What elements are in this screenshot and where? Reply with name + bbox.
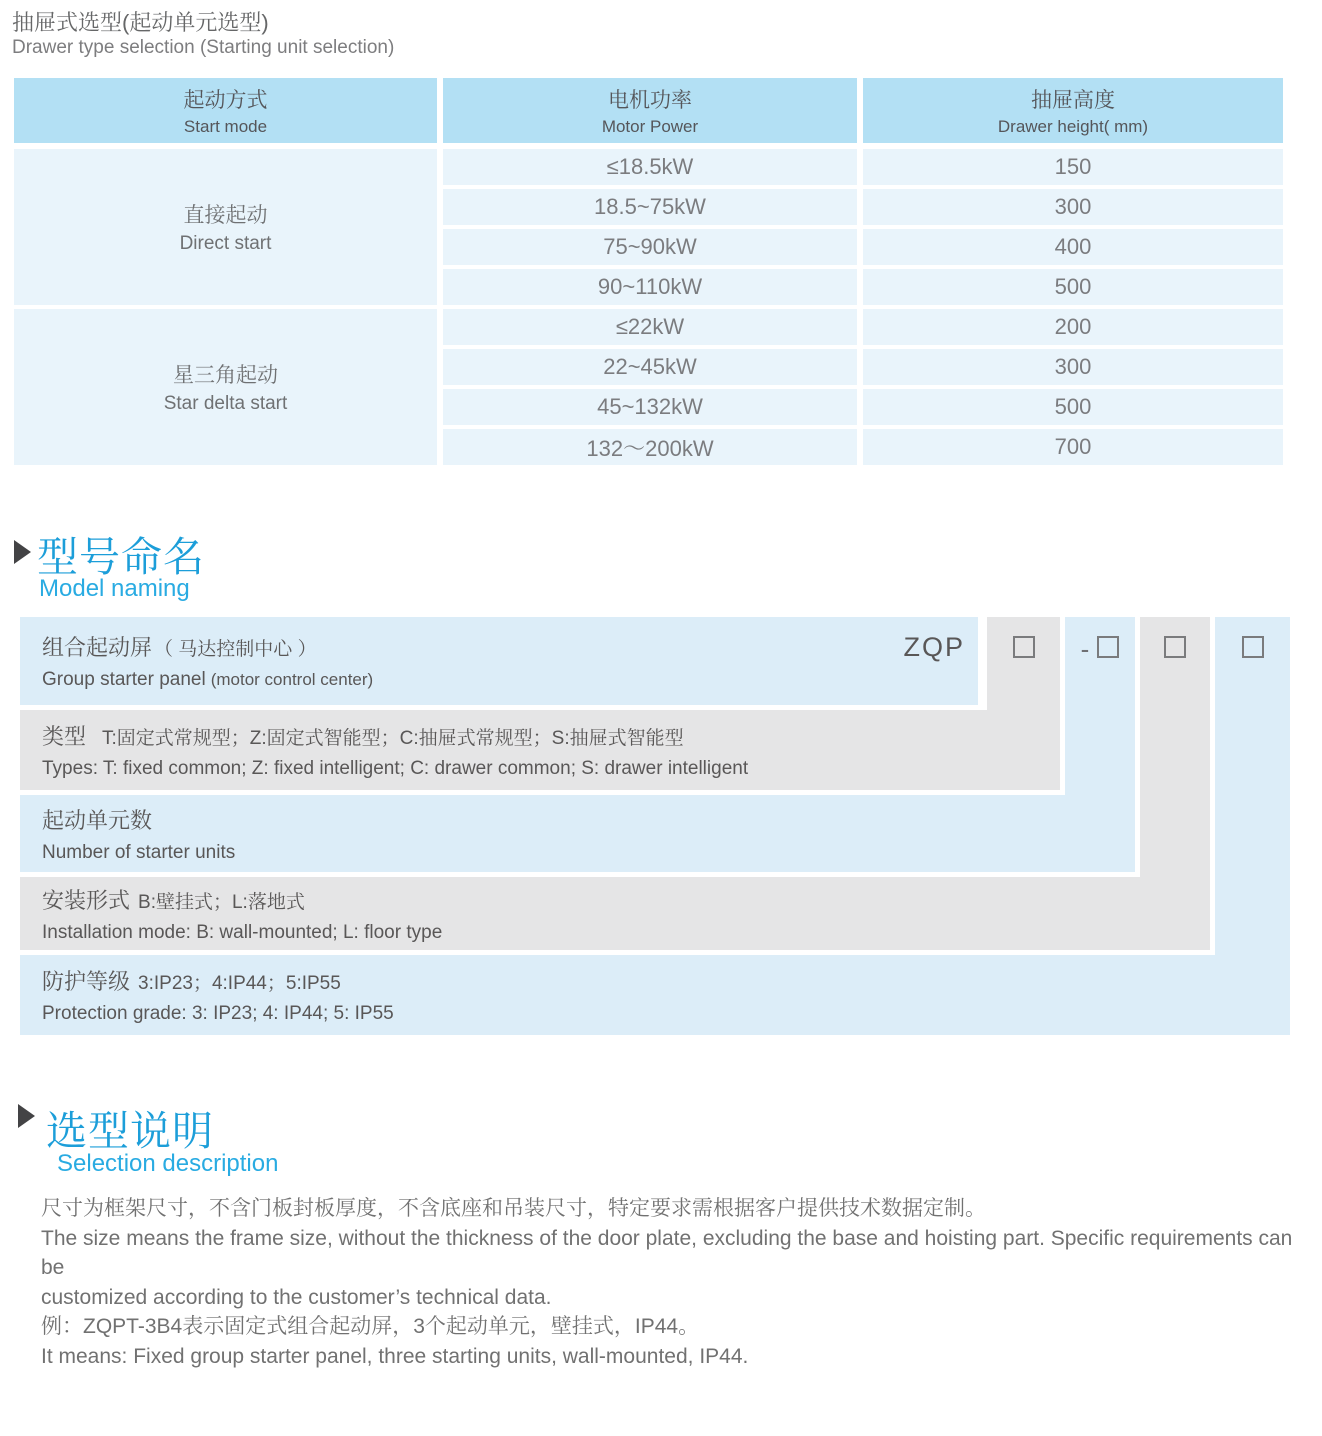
table-cell-height: 300 bbox=[863, 349, 1283, 385]
table-cell-height: 700 bbox=[863, 429, 1283, 465]
group-cell-star-delta-start bbox=[14, 309, 437, 465]
header-cell-motor-power bbox=[443, 78, 857, 143]
naming-row-cn-main: 起动单元数 bbox=[42, 807, 153, 833]
header-label-en: Drawer height( mm) bbox=[997, 117, 1149, 136]
naming-row-en-main: Protection grade: 3: IP23; 4: IP44; 5: IP55 bbox=[42, 1003, 394, 1024]
table-cell-height: 150 bbox=[863, 149, 1283, 185]
naming-row-protection-grade bbox=[20, 955, 1290, 1035]
naming-row-installation-mode bbox=[20, 877, 1210, 950]
code-placeholder-box bbox=[1013, 636, 1035, 658]
model-code-prefix: ZQP bbox=[903, 632, 965, 662]
naming-row-en-main: Group starter panel bbox=[42, 669, 206, 690]
section-arrow-icon bbox=[14, 540, 31, 564]
description-line: It means: Fixed group starter panel, three starting units, wall-mounted, IP44. bbox=[41, 1344, 749, 1368]
header-cell-start-mode bbox=[14, 78, 437, 143]
description-line: The size means the frame size, without the thickness of the door plate, excluding the base and hoisting part. Specific requirements can be bbox=[41, 1226, 1293, 1279]
naming-row-cn-sub: （ 马达控制中心 ） bbox=[154, 639, 317, 660]
table-cell-power: 132～200kW bbox=[443, 429, 857, 465]
table-cell-height: 300 bbox=[863, 189, 1283, 225]
group-label-cn: 星三角起动 bbox=[173, 364, 278, 387]
drawer-height-column bbox=[863, 149, 1283, 465]
start-mode-column bbox=[14, 149, 437, 465]
table-cell-power: 45~132kW bbox=[443, 389, 857, 425]
naming-row-en-sub: (motor control center) bbox=[210, 670, 374, 689]
table-cell-power: 90~110kW bbox=[443, 269, 857, 305]
naming-row-en bbox=[42, 842, 1135, 864]
page-subtitle: Drawer type selection (Starting unit selection) bbox=[12, 37, 395, 58]
naming-row-en bbox=[42, 758, 1060, 780]
header-label-en: Motor Power bbox=[601, 117, 699, 136]
table-cell-power: 75~90kW bbox=[443, 229, 857, 265]
naming-row-cn-main: 防护等级 bbox=[42, 969, 131, 994]
naming-row-en bbox=[42, 669, 978, 691]
drawer-selection-table bbox=[14, 78, 1283, 465]
naming-row-cn bbox=[42, 631, 978, 662]
table-cell-power: 18.5~75kW bbox=[443, 189, 857, 225]
naming-row-types bbox=[20, 710, 1060, 790]
table-cell-height: 400 bbox=[863, 229, 1283, 265]
description-line: customized according to the customer’s technical data. bbox=[41, 1285, 552, 1309]
naming-row-cn-main: 安装形式 bbox=[42, 887, 131, 913]
naming-row-en-main: Number of starter units bbox=[42, 841, 236, 863]
naming-row-cn bbox=[42, 804, 1135, 835]
table-cell-height: 200 bbox=[863, 309, 1283, 345]
code-placeholder-box bbox=[1164, 636, 1186, 658]
code-dash: - bbox=[1080, 634, 1090, 664]
naming-row-en-main: Installation mode: B: wall-mounted; L: floor type bbox=[42, 921, 443, 943]
selection-description-subheading: Selection description bbox=[57, 1150, 279, 1177]
naming-row-group-starter-panel bbox=[20, 617, 978, 705]
header-cell-drawer-height bbox=[863, 78, 1283, 143]
naming-row-cn-sub: T:固定式常规型；Z:固定式智能型；C:抽屉式常规型；S:抽屉式智能型 bbox=[102, 728, 684, 749]
table-cell-power: 22~45kW bbox=[443, 349, 857, 385]
naming-row-en-main: Types: T: fixed common; Z: fixed intelligent; C: drawer common; S: drawer intelligent bbox=[42, 758, 749, 779]
group-label-en: Star delta start bbox=[163, 393, 288, 414]
naming-row-en bbox=[42, 922, 1210, 944]
table-cell-height: 500 bbox=[863, 389, 1283, 425]
group-cell-direct-start bbox=[14, 149, 437, 305]
model-naming-subheading: Model naming bbox=[39, 575, 190, 602]
model-naming-diagram bbox=[20, 617, 1290, 1035]
table-cell-power: ≤18.5kW bbox=[443, 149, 857, 185]
table-body bbox=[14, 149, 1283, 465]
motor-power-column bbox=[443, 149, 857, 465]
table-header-row bbox=[14, 78, 1283, 143]
description-line: 例：ZQPT-3B4表示固定式组合起动屏，3个起动单元，壁挂式，IP44。 bbox=[41, 1315, 700, 1338]
model-naming-heading: 型号命名 bbox=[37, 534, 205, 580]
table-cell-power: ≤22kW bbox=[443, 309, 857, 345]
section-arrow-icon bbox=[18, 1104, 35, 1128]
naming-row-cn bbox=[42, 965, 1290, 996]
naming-row-cn-sub: 3:IP23；4:IP44；5:IP55 bbox=[138, 973, 341, 994]
code-placeholder-box bbox=[1242, 636, 1264, 658]
header-label-cn: 抽屉高度 bbox=[1031, 89, 1115, 112]
selection-description-heading: 选型说明 bbox=[46, 1108, 214, 1154]
naming-row-en bbox=[42, 1003, 1290, 1025]
table-cell-height: 500 bbox=[863, 269, 1283, 305]
naming-row-cn bbox=[42, 884, 1210, 915]
group-label-cn: 直接起动 bbox=[183, 204, 268, 227]
naming-row-cn bbox=[42, 720, 1060, 751]
header-label-en: Start mode bbox=[183, 117, 268, 136]
page-title: 抽屉式选型(起动单元选型) bbox=[12, 10, 269, 35]
naming-row-starter-units bbox=[20, 795, 1135, 872]
naming-row-cn-sub: B:壁挂式；L:落地式 bbox=[138, 891, 305, 913]
header-label-cn: 电机功率 bbox=[608, 89, 692, 112]
group-label-en: Direct start bbox=[179, 233, 272, 254]
header-label-cn: 起动方式 bbox=[183, 89, 268, 112]
naming-row-cn-main: 组合起动屏 bbox=[42, 635, 153, 660]
naming-row-cn-main: 类型 bbox=[42, 724, 87, 749]
code-placeholder-box bbox=[1097, 636, 1119, 658]
description-line: 尺寸为框架尺寸，不含门板封板厚度，不含底座和吊装尺寸，特定要求需根据客户提供技术数据定制。 bbox=[41, 1197, 986, 1220]
selection-description-text bbox=[41, 1194, 1293, 1371]
